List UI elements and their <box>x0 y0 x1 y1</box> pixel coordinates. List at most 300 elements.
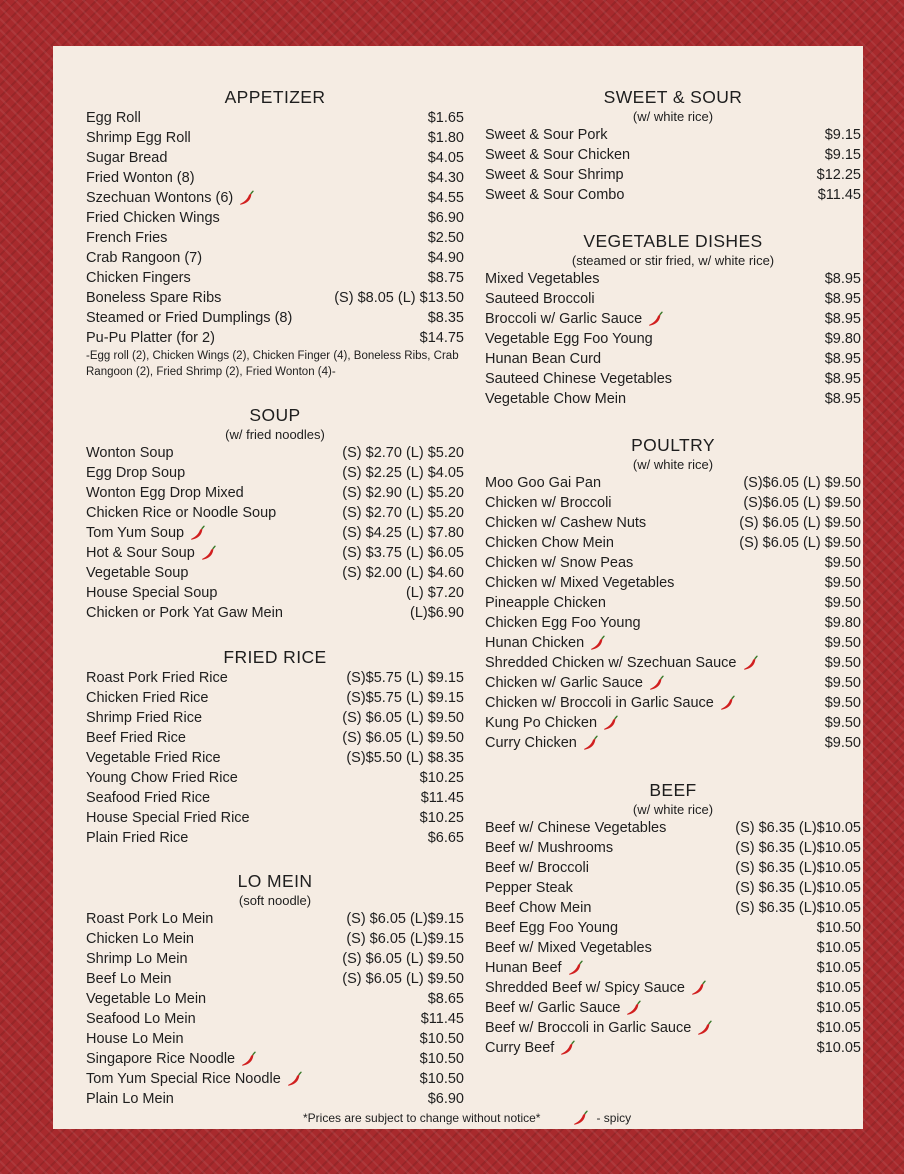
menu-item <box>485 818 861 838</box>
menu-item <box>485 998 861 1018</box>
section-title: BEEF <box>649 780 697 800</box>
chili-pepper-icon <box>240 1051 256 1067</box>
item-price: (S)$6.05 (L) $9.50 <box>743 495 861 511</box>
item-price: $9.80 <box>824 331 861 347</box>
item-price: $1.65 <box>427 110 464 126</box>
item-price: (S) $6.35 (L)$10.05 <box>735 840 861 856</box>
item-price: $1.80 <box>427 130 464 146</box>
item-name <box>485 269 599 289</box>
item-price: (S) $2.70 (L) $5.20 <box>342 505 464 521</box>
item-name <box>485 473 601 493</box>
item-name <box>86 1049 256 1069</box>
menu-item <box>86 188 464 208</box>
item-name <box>485 593 606 613</box>
item-price: (S)$6.05 (L) $9.50 <box>743 475 861 491</box>
item-name-text: Beef w/ Broccoli in Garlic Sauce <box>485 1020 692 1036</box>
item-name <box>86 668 228 688</box>
item-name-text: Sweet & Sour Chicken <box>485 147 631 163</box>
menu-item <box>485 918 861 938</box>
menu-item <box>485 165 861 185</box>
item-name <box>86 949 188 969</box>
chili-pepper-icon <box>559 1040 575 1056</box>
menu-item <box>86 503 464 523</box>
item-price: (S) $6.05 (L) $9.50 <box>739 515 861 531</box>
item-name-text: Sweet & Sour Combo <box>485 187 625 203</box>
item-price: (S) $6.35 (L)$10.05 <box>735 900 861 916</box>
item-name <box>86 1089 174 1109</box>
item-name-text: French Fries <box>86 230 168 246</box>
menu-item <box>485 473 861 493</box>
menu-item <box>86 1049 464 1069</box>
menu-item <box>485 673 861 693</box>
menu-item <box>485 838 861 858</box>
item-name <box>485 1038 575 1058</box>
item-name-text: Wonton Soup <box>86 445 174 461</box>
item-name-text: Mixed Vegetables <box>485 271 600 287</box>
item-name <box>485 309 663 329</box>
item-name-text: Hunan Bean Curd <box>485 351 602 367</box>
item-name-text: House Lo Mein <box>86 1031 184 1047</box>
item-name-text: Egg Drop Soup <box>86 465 186 481</box>
item-price: $8.95 <box>824 311 861 327</box>
item-name <box>485 553 633 573</box>
chili-pepper-icon <box>647 311 663 327</box>
item-price: $11.45 <box>420 790 464 806</box>
item-name-text: Seafood Fried Rice <box>86 790 211 806</box>
section-subtitle: (w/ fried noodles) <box>225 427 325 442</box>
item-name-text: Steamed or Fried Dumplings (8) <box>86 310 293 326</box>
item-price: (S) $6.35 (L)$10.05 <box>735 880 861 896</box>
item-name <box>485 145 630 165</box>
item-name <box>86 728 186 748</box>
item-name <box>86 268 191 288</box>
section-title: SWEET & SOUR <box>603 87 743 107</box>
item-name <box>485 349 601 369</box>
item-name <box>86 543 216 563</box>
menu-item <box>86 1029 464 1049</box>
item-name <box>86 989 206 1009</box>
section-subtitle: (soft noodle) <box>238 893 312 908</box>
item-price: (S) $6.05 (L) $9.50 <box>342 971 464 987</box>
item-name-text: Sweet & Sour Shrimp <box>485 167 624 183</box>
item-name <box>86 288 221 308</box>
item-name-text: Chicken w/ Broccoli in Garlic Sauce <box>485 695 714 711</box>
item-name <box>485 329 653 349</box>
menu-item <box>485 369 861 389</box>
item-name-text: Vegetable Chow Mein <box>485 391 627 407</box>
item-price: (S) $3.75 (L) $6.05 <box>342 545 464 561</box>
item-price: $4.05 <box>427 150 464 166</box>
chili-pepper-icon <box>567 960 583 976</box>
item-name-text: Kung Po Chicken <box>485 715 598 731</box>
item-name <box>86 828 188 848</box>
section-title: LO MEIN <box>237 871 313 891</box>
item-name-text: Vegetable Egg Foo Young <box>485 331 653 347</box>
item-name-text: Chicken or Pork Yat Gaw Mein <box>86 605 283 621</box>
menu-section-lo-mein <box>86 870 464 1109</box>
menu-item <box>86 1009 464 1029</box>
item-name <box>485 713 618 733</box>
item-name-text: Beef Fried Rice <box>86 730 186 746</box>
item-name <box>86 148 167 168</box>
menu-section-sweet-sour <box>485 86 861 205</box>
item-name-text: Pineapple Chicken <box>485 595 606 611</box>
item-name <box>485 369 672 389</box>
menu-item <box>86 108 464 128</box>
item-name-text: Shrimp Lo Mein <box>86 951 188 967</box>
chili-pepper-icon <box>286 1071 302 1087</box>
item-price: (S) $6.05 (L)$9.15 <box>346 931 464 947</box>
item-name <box>86 248 202 268</box>
item-price: $10.05 <box>816 1020 861 1036</box>
item-name-text: Sweet & Sour Pork <box>485 127 608 143</box>
section-subtitle: (w/ white rice) <box>632 457 714 472</box>
menu-item <box>86 788 464 808</box>
section-title: SOUP <box>249 405 301 425</box>
menu-item <box>86 288 464 308</box>
item-price: (S) $6.35 (L)$10.05 <box>735 860 861 876</box>
item-name <box>485 878 573 898</box>
chili-pepper-icon <box>602 715 618 731</box>
item-name-text: Tom Yum Special Rice Noodle <box>86 1071 281 1087</box>
item-name-text: Moo Goo Gai Pan <box>485 475 602 491</box>
footer <box>303 1110 631 1126</box>
item-name-text: Hunan Beef <box>485 960 562 976</box>
item-name-text: Chicken Egg Foo Young <box>485 615 641 631</box>
item-price: $9.15 <box>824 127 861 143</box>
item-price: $4.90 <box>427 250 464 266</box>
item-price: $10.05 <box>816 940 861 956</box>
menu-item <box>485 269 861 289</box>
menu-item <box>86 128 464 148</box>
item-name <box>485 958 583 978</box>
item-name <box>86 208 220 228</box>
menu-item <box>86 768 464 788</box>
item-name-text: Sauteed Chinese Vegetables <box>485 371 673 387</box>
item-name <box>86 909 213 929</box>
menu-item <box>86 929 464 949</box>
item-name-text: Beef w/ Garlic Sauce <box>485 1000 621 1016</box>
section-title: VEGETABLE DISHES <box>583 231 763 251</box>
item-name-text: Hot & Sour Soup <box>86 545 195 561</box>
menu-item <box>485 125 861 145</box>
item-name <box>86 128 191 148</box>
item-price: (S) $6.05 (L) $9.50 <box>342 730 464 746</box>
item-price: $8.95 <box>824 371 861 387</box>
item-name-text: Shredded Beef w/ Spicy Sauce <box>485 980 685 996</box>
item-name <box>485 185 624 205</box>
item-name-text: Boneless Spare Ribs <box>86 290 222 306</box>
menu-item <box>485 1038 861 1058</box>
item-name-text: Roast Pork Fried Rice <box>86 670 228 686</box>
item-name <box>86 308 292 328</box>
item-name-text: Shrimp Fried Rice <box>86 710 203 726</box>
item-price: $6.65 <box>427 830 464 846</box>
item-price: (S) $6.05 (L)$9.15 <box>346 911 464 927</box>
menu-item <box>485 533 861 553</box>
item-name <box>86 483 244 503</box>
item-price: (S) $4.25 (L) $7.80 <box>342 525 464 541</box>
item-price: $10.50 <box>419 1051 464 1067</box>
item-name-text: Vegetable Soup <box>86 565 189 581</box>
item-price: $10.25 <box>419 810 464 826</box>
menu-item <box>485 145 861 165</box>
item-name <box>485 493 612 513</box>
menu-item <box>86 808 464 828</box>
item-name <box>485 818 666 838</box>
item-price: $8.75 <box>427 270 464 286</box>
item-name-text: Curry Beef <box>485 1040 555 1056</box>
menu-item <box>86 909 464 929</box>
menu-section-beef <box>485 779 861 1058</box>
menu-item <box>485 329 861 349</box>
item-price: $8.35 <box>427 310 464 326</box>
menu-item <box>86 1089 464 1109</box>
item-price: $10.25 <box>419 770 464 786</box>
item-name-text: Sauteed Broccoli <box>485 291 595 307</box>
item-price: $14.75 <box>419 330 464 346</box>
item-name-text: Fried Wonton (8) <box>86 170 195 186</box>
chili-pepper-icon <box>238 190 254 206</box>
spicy-legend-text: - spicy <box>596 1111 632 1125</box>
item-name <box>86 463 185 483</box>
menu-item <box>485 858 861 878</box>
item-price: (L)$6.90 <box>409 605 464 621</box>
menu-item <box>86 688 464 708</box>
item-name-text: Plain Fried Rice <box>86 830 189 846</box>
item-name-text: Chicken Rice or Noodle Soup <box>86 505 277 521</box>
item-name <box>485 938 652 958</box>
menu-item <box>86 308 464 328</box>
menu-item <box>485 389 861 409</box>
item-name-text: Broccoli w/ Garlic Sauce <box>485 311 643 327</box>
item-name <box>485 733 598 753</box>
section-subtitle: (steamed or stir fried, w/ white rice) <box>571 253 775 268</box>
item-price: (S) $6.05 (L) $9.50 <box>342 951 464 967</box>
menu-item <box>485 289 861 309</box>
item-price: $9.50 <box>824 735 861 751</box>
menu-item <box>86 268 464 288</box>
item-name <box>86 969 171 989</box>
item-price: (S)$5.50 (L) $8.35 <box>346 750 464 766</box>
menu-item <box>485 693 861 713</box>
item-name <box>86 443 174 463</box>
item-name <box>485 918 618 938</box>
item-name-text: Singapore Rice Noodle <box>86 1051 236 1067</box>
item-name <box>86 1009 196 1029</box>
menu-item <box>86 543 464 563</box>
item-price: $11.45 <box>817 187 861 203</box>
menu-item <box>86 463 464 483</box>
menu-item <box>485 958 861 978</box>
menu-item <box>485 938 861 958</box>
item-price: $8.95 <box>824 291 861 307</box>
menu-item <box>86 1069 464 1089</box>
item-price: (S) $6.35 (L)$10.05 <box>735 820 861 836</box>
item-name <box>485 858 589 878</box>
menu-item <box>86 483 464 503</box>
item-name <box>86 583 217 603</box>
chili-pepper-icon <box>719 695 735 711</box>
menu-item <box>86 828 464 848</box>
item-name-text: Seafood Lo Mein <box>86 1011 196 1027</box>
item-name <box>86 1069 302 1089</box>
chili-pepper-icon <box>625 1000 641 1016</box>
chili-pepper-icon <box>696 1020 712 1036</box>
section-title: POULTRY <box>631 435 715 455</box>
item-name <box>86 108 141 128</box>
menu-item <box>86 583 464 603</box>
item-name <box>86 168 195 188</box>
item-price: $9.80 <box>824 615 861 631</box>
item-name-text: Chicken Chow Mein <box>485 535 614 551</box>
item-price: $10.50 <box>419 1071 464 1087</box>
menu-item <box>86 563 464 583</box>
item-price: $10.05 <box>816 1000 861 1016</box>
section-subtitle: (w/ white rice) <box>632 802 714 817</box>
chili-pepper-icon <box>648 675 664 691</box>
menu-section-soup <box>86 404 464 623</box>
item-price: $9.50 <box>824 555 861 571</box>
menu-item <box>485 653 861 673</box>
item-name-text: House Special Soup <box>86 585 218 601</box>
menu-item <box>86 668 464 688</box>
item-name <box>86 328 215 348</box>
menu-item <box>485 898 861 918</box>
item-name <box>86 603 283 623</box>
menu-item <box>86 748 464 768</box>
chili-pepper-icon <box>572 1110 588 1126</box>
item-name <box>86 929 194 949</box>
item-price: (L) $7.20 <box>405 585 464 601</box>
item-name <box>485 533 614 553</box>
item-name <box>86 228 167 248</box>
item-name <box>86 808 250 828</box>
item-price: $10.50 <box>816 920 861 936</box>
item-name <box>485 978 706 998</box>
section-title: FRIED RICE <box>223 647 327 667</box>
item-name <box>485 289 595 309</box>
item-price: $9.50 <box>824 635 861 651</box>
menu-item <box>86 523 464 543</box>
item-price: $8.95 <box>824 271 861 287</box>
menu-item <box>485 978 861 998</box>
item-name-text: Wonton Egg Drop Mixed <box>86 485 244 501</box>
item-name-text: Sugar Bread <box>86 150 168 166</box>
section-title: APPETIZER <box>224 87 326 107</box>
item-price: $9.50 <box>824 655 861 671</box>
chili-pepper-icon <box>200 545 216 561</box>
menu-item <box>485 553 861 573</box>
menu-section-poultry <box>485 434 861 753</box>
item-name <box>485 838 613 858</box>
item-name-text: House Special Fried Rice <box>86 810 250 826</box>
item-name <box>485 653 758 673</box>
item-price: $12.25 <box>816 167 861 183</box>
menu-item <box>485 613 861 633</box>
menu-item <box>86 228 464 248</box>
item-name-text: Curry Chicken <box>485 735 577 751</box>
menu-item <box>485 593 861 613</box>
item-price: (S) $2.70 (L) $5.20 <box>342 445 464 461</box>
chili-pepper-icon <box>189 525 205 541</box>
item-name-text: Chicken Fried Rice <box>86 690 209 706</box>
item-name <box>485 573 674 593</box>
item-name <box>485 125 608 145</box>
item-price: (S) $8.05 (L) $13.50 <box>334 290 464 306</box>
menu-item <box>485 573 861 593</box>
item-price: (S) $2.90 (L) $5.20 <box>342 485 464 501</box>
item-price: (S)$5.75 (L) $9.15 <box>346 670 464 686</box>
item-price: (S)$5.75 (L) $9.15 <box>346 690 464 706</box>
menu-item <box>485 1018 861 1038</box>
menu-item <box>485 349 861 369</box>
disclaimer-text: *Prices are subject to change without notice* <box>303 1111 541 1125</box>
menu-item <box>485 878 861 898</box>
item-name <box>485 613 641 633</box>
item-price: $8.95 <box>824 351 861 367</box>
menu-item <box>485 733 861 753</box>
item-price: $8.65 <box>427 991 464 1007</box>
item-name-text: Hunan Chicken <box>485 635 585 651</box>
item-price: $4.55 <box>427 190 464 206</box>
item-name <box>485 389 626 409</box>
item-price: $9.50 <box>824 675 861 691</box>
menu-item <box>86 248 464 268</box>
item-name-text: Beef Lo Mein <box>86 971 172 987</box>
item-name-text: Pu-Pu Platter (for 2) <box>86 330 215 346</box>
item-price: $9.50 <box>824 595 861 611</box>
item-price: (S) $6.05 (L) $9.50 <box>739 535 861 551</box>
item-name-text: Plain Lo Mein <box>86 1091 174 1107</box>
menu-item <box>86 969 464 989</box>
menu-item <box>86 603 464 623</box>
item-price: $6.90 <box>427 1091 464 1107</box>
item-name <box>485 513 646 533</box>
item-name <box>485 633 605 653</box>
item-name-text: Chicken Fingers <box>86 270 191 286</box>
menu-item <box>485 713 861 733</box>
menu-section-appetizer <box>86 86 464 380</box>
item-name-text: Vegetable Fried Rice <box>86 750 221 766</box>
item-price: $10.05 <box>816 960 861 976</box>
item-name-text: Beef Chow Mein <box>485 900 592 916</box>
item-price: $8.95 <box>824 391 861 407</box>
chili-pepper-icon <box>582 735 598 751</box>
menu-item <box>485 633 861 653</box>
item-price: (S) $2.00 (L) $4.60 <box>342 565 464 581</box>
menu-item <box>485 513 861 533</box>
item-name <box>485 898 591 918</box>
item-name <box>86 768 238 788</box>
item-name-text: Shredded Chicken w/ Szechuan Sauce <box>485 655 737 671</box>
menu-item <box>485 493 861 513</box>
item-price: $9.15 <box>824 147 861 163</box>
item-price: $9.50 <box>824 715 861 731</box>
item-name-text: Young Chow Fried Rice <box>86 770 238 786</box>
item-price: $10.50 <box>419 1031 464 1047</box>
item-name-text: Roast Pork Lo Mein <box>86 911 214 927</box>
item-name <box>86 563 188 583</box>
item-name-text: Chicken w/ Broccoli <box>485 495 612 511</box>
item-name <box>86 708 202 728</box>
menu-item <box>86 728 464 748</box>
item-name-text: Chicken w/ Snow Peas <box>485 555 634 571</box>
section-subtitle: (w/ white rice) <box>632 109 714 124</box>
menu-item <box>485 309 861 329</box>
item-price: $10.05 <box>816 1040 861 1056</box>
item-name-text: Beef Egg Foo Young <box>485 920 619 936</box>
